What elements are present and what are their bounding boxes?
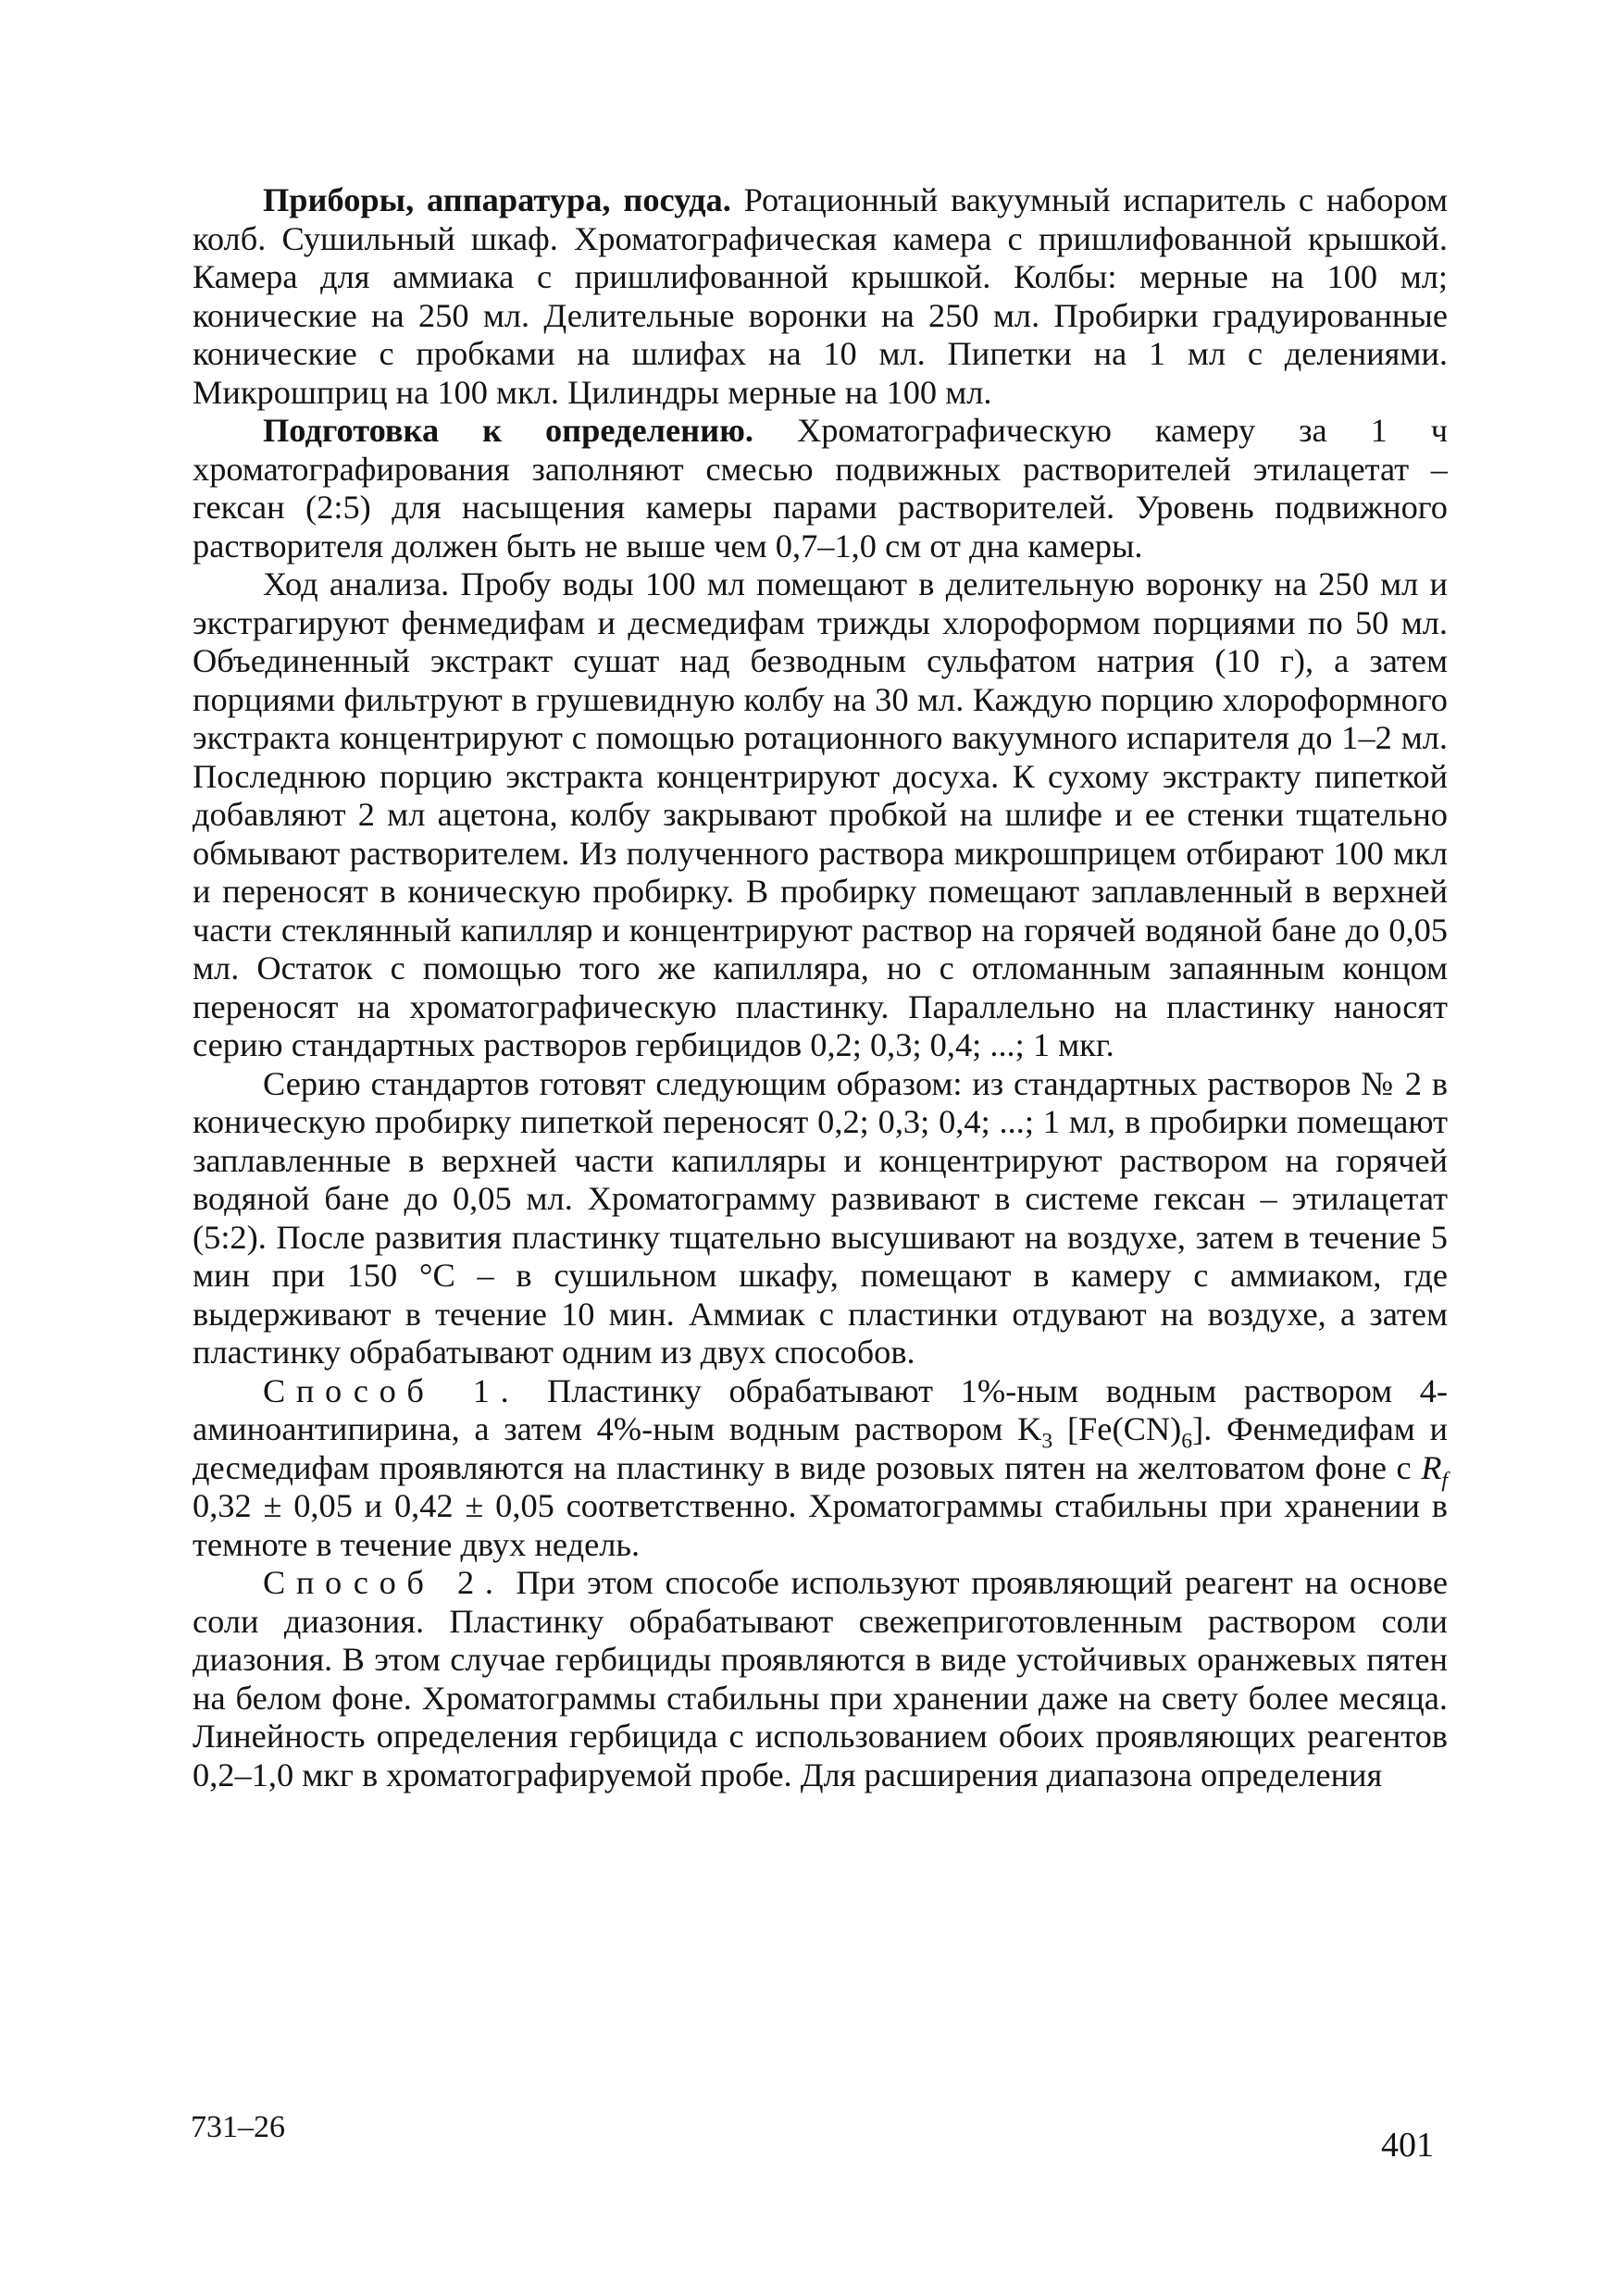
paragraph-body: 0,32 ± 0,05 и 0,42 ± 0,05 соответственно. Хроматограммы стабильны при хранении в темноте в течение двух недель. bbox=[193, 1487, 1448, 1563]
heading-method-1: Способ 1. bbox=[263, 1371, 520, 1409]
paragraph-analysis bbox=[193, 565, 1448, 1065]
paragraph-body: При этом способе используют проявляющий реагент на основе соли диазония. Пластинку обрабатывают свежеприготовленным раствором соли диазония. В этом случае гербициды проявляются в виде устойчивых оранжевых пятен на белом фоне. Хроматограммы стабильны при хранении даже на свету более месяца. Линейность определения гербицида с использованием обоих проявляющих реагентов 0,2–1,0 мкг в хроматографируемой пробе. Для расширения диапазона определения bbox=[193, 1564, 1448, 1793]
subscript: 6 bbox=[1181, 1429, 1193, 1454]
heading-equipment: Приборы, аппаратура, посуда. bbox=[263, 181, 731, 218]
paragraph-standards bbox=[193, 1065, 1448, 1372]
paragraph-body: Хроматографическую камеру за 1 ч хроматографирования заполняют смесью подвижных растворителей этилацетат – гексан (2:5) для насыщения камеры парами растворителей. Уровень подвижного растворителя должен быть не выше чем 0,7–1,0 см от дна камеры. bbox=[193, 412, 1449, 565]
paragraph-body: [Fe(CN) bbox=[1052, 1410, 1182, 1447]
heading-analysis: Ход анализа. bbox=[263, 565, 450, 602]
paragraph-body: Серию стандартов готовят следующим образом: из стандартных растворов № 2 в коническую пробирку пипеткой переносят 0,2; 0,3; 0,4; ...; 1 мл, в пробирки помещают заплавленные в верхней части капилляры и концентрируют раствором на горячей водяной бане до 0,05 мл. Хроматограмму развивают в системе гексан – этилацетат (5:2). После развития пластинку тщательно высушивают на воздухе, затем в течение 5 мин при 150 °С – в сушильном шкафу, помещают в камеру с аммиаком, где выдерживают в течение 10 мин. Аммиак с пластинки отдувают на воздухе, а затем пластинку обрабатывают одним из двух способов. bbox=[193, 1064, 1448, 1371]
heading-method-2: Способ 2. bbox=[263, 1564, 504, 1601]
signature-mark: 731–26 bbox=[191, 2110, 285, 2144]
rf-symbol: R bbox=[1421, 1448, 1442, 1486]
heading-preparation: Подготовка к определению. bbox=[263, 412, 754, 449]
paragraph-method-1 bbox=[193, 1372, 1448, 1565]
paragraph-preparation bbox=[193, 412, 1448, 565]
paragraph-body: ]. Фенмедифам и десмедифам проявляются на пластинку в виде розовых пятен на желтоватом фоне с bbox=[193, 1410, 1449, 1486]
rf-subscript-text: f bbox=[1441, 1467, 1448, 1492]
paragraph-body: Пробу воды 100 мл помещают в делительную воронку на 250 мл и экстрагируют фенмедифам и десмедифам трижды хлороформом порциями по 50 мл. Объединенный экстракт сушат над безводным сульфатом натрия (10 г), а затем порциями фильтруют в грушевидную колбу на 30 мл. Каждую порцию хлороформного экстракта концентрируют с помощью ротационного вакуумного испарителя до 1–2 мл. Последнюю порцию экстракта концентрируют досуха. К сухому экстракту пипеткой добавляют 2 мл ацетона, колбу закрывают пробкой на шлифе и ее стенки тщательно обмывают растворителем. Из полученного раствора микрошприцем отбирают 100 мкл и переносят в коническую пробирку. В пробирку помещают заплавленный в верхней части стеклянный капилляр и концентрируют раствор на горячей водяной бане до 0,05 мл. Остаток с помощью того же капилляра, но с отломанным запаянным концом переносят на хроматографическую пластинку. Параллельно на пластинку наносят серию стандартных растворов гербицидов 0,2; 0,3; 0,4; ...; 1 мкг. bbox=[193, 565, 1448, 1063]
main-text bbox=[193, 181, 1448, 1794]
paragraph-method-2 bbox=[193, 1564, 1448, 1794]
subscript: 3 bbox=[1041, 1429, 1053, 1454]
paragraph-body: Пластинку обрабатывают 1%-ным водным раствором 4-аминоантипирина, а затем 4%-ным водным раствором K bbox=[193, 1371, 1449, 1447]
paragraph-equipment bbox=[193, 181, 1448, 412]
page-number: 401 bbox=[1381, 2126, 1434, 2165]
paragraph-body: Ротационный вакуумный испаритель с набором колб. Сушильный шкаф. Хроматографическая камера с пришлифованной крышкой. Камера для аммиака с пришлифованной крышкой. Колбы: мерные на 100 мл; конические на 250 мл. Делительные воронки на 250 мл. Пробирки градуированные конические с пробками на шлифах на 10 мл. Пипетки на 1 мл с делениями. Микрошприц на 100 мкл. Цилиндры мерные на 100 мл. bbox=[193, 181, 1448, 411]
